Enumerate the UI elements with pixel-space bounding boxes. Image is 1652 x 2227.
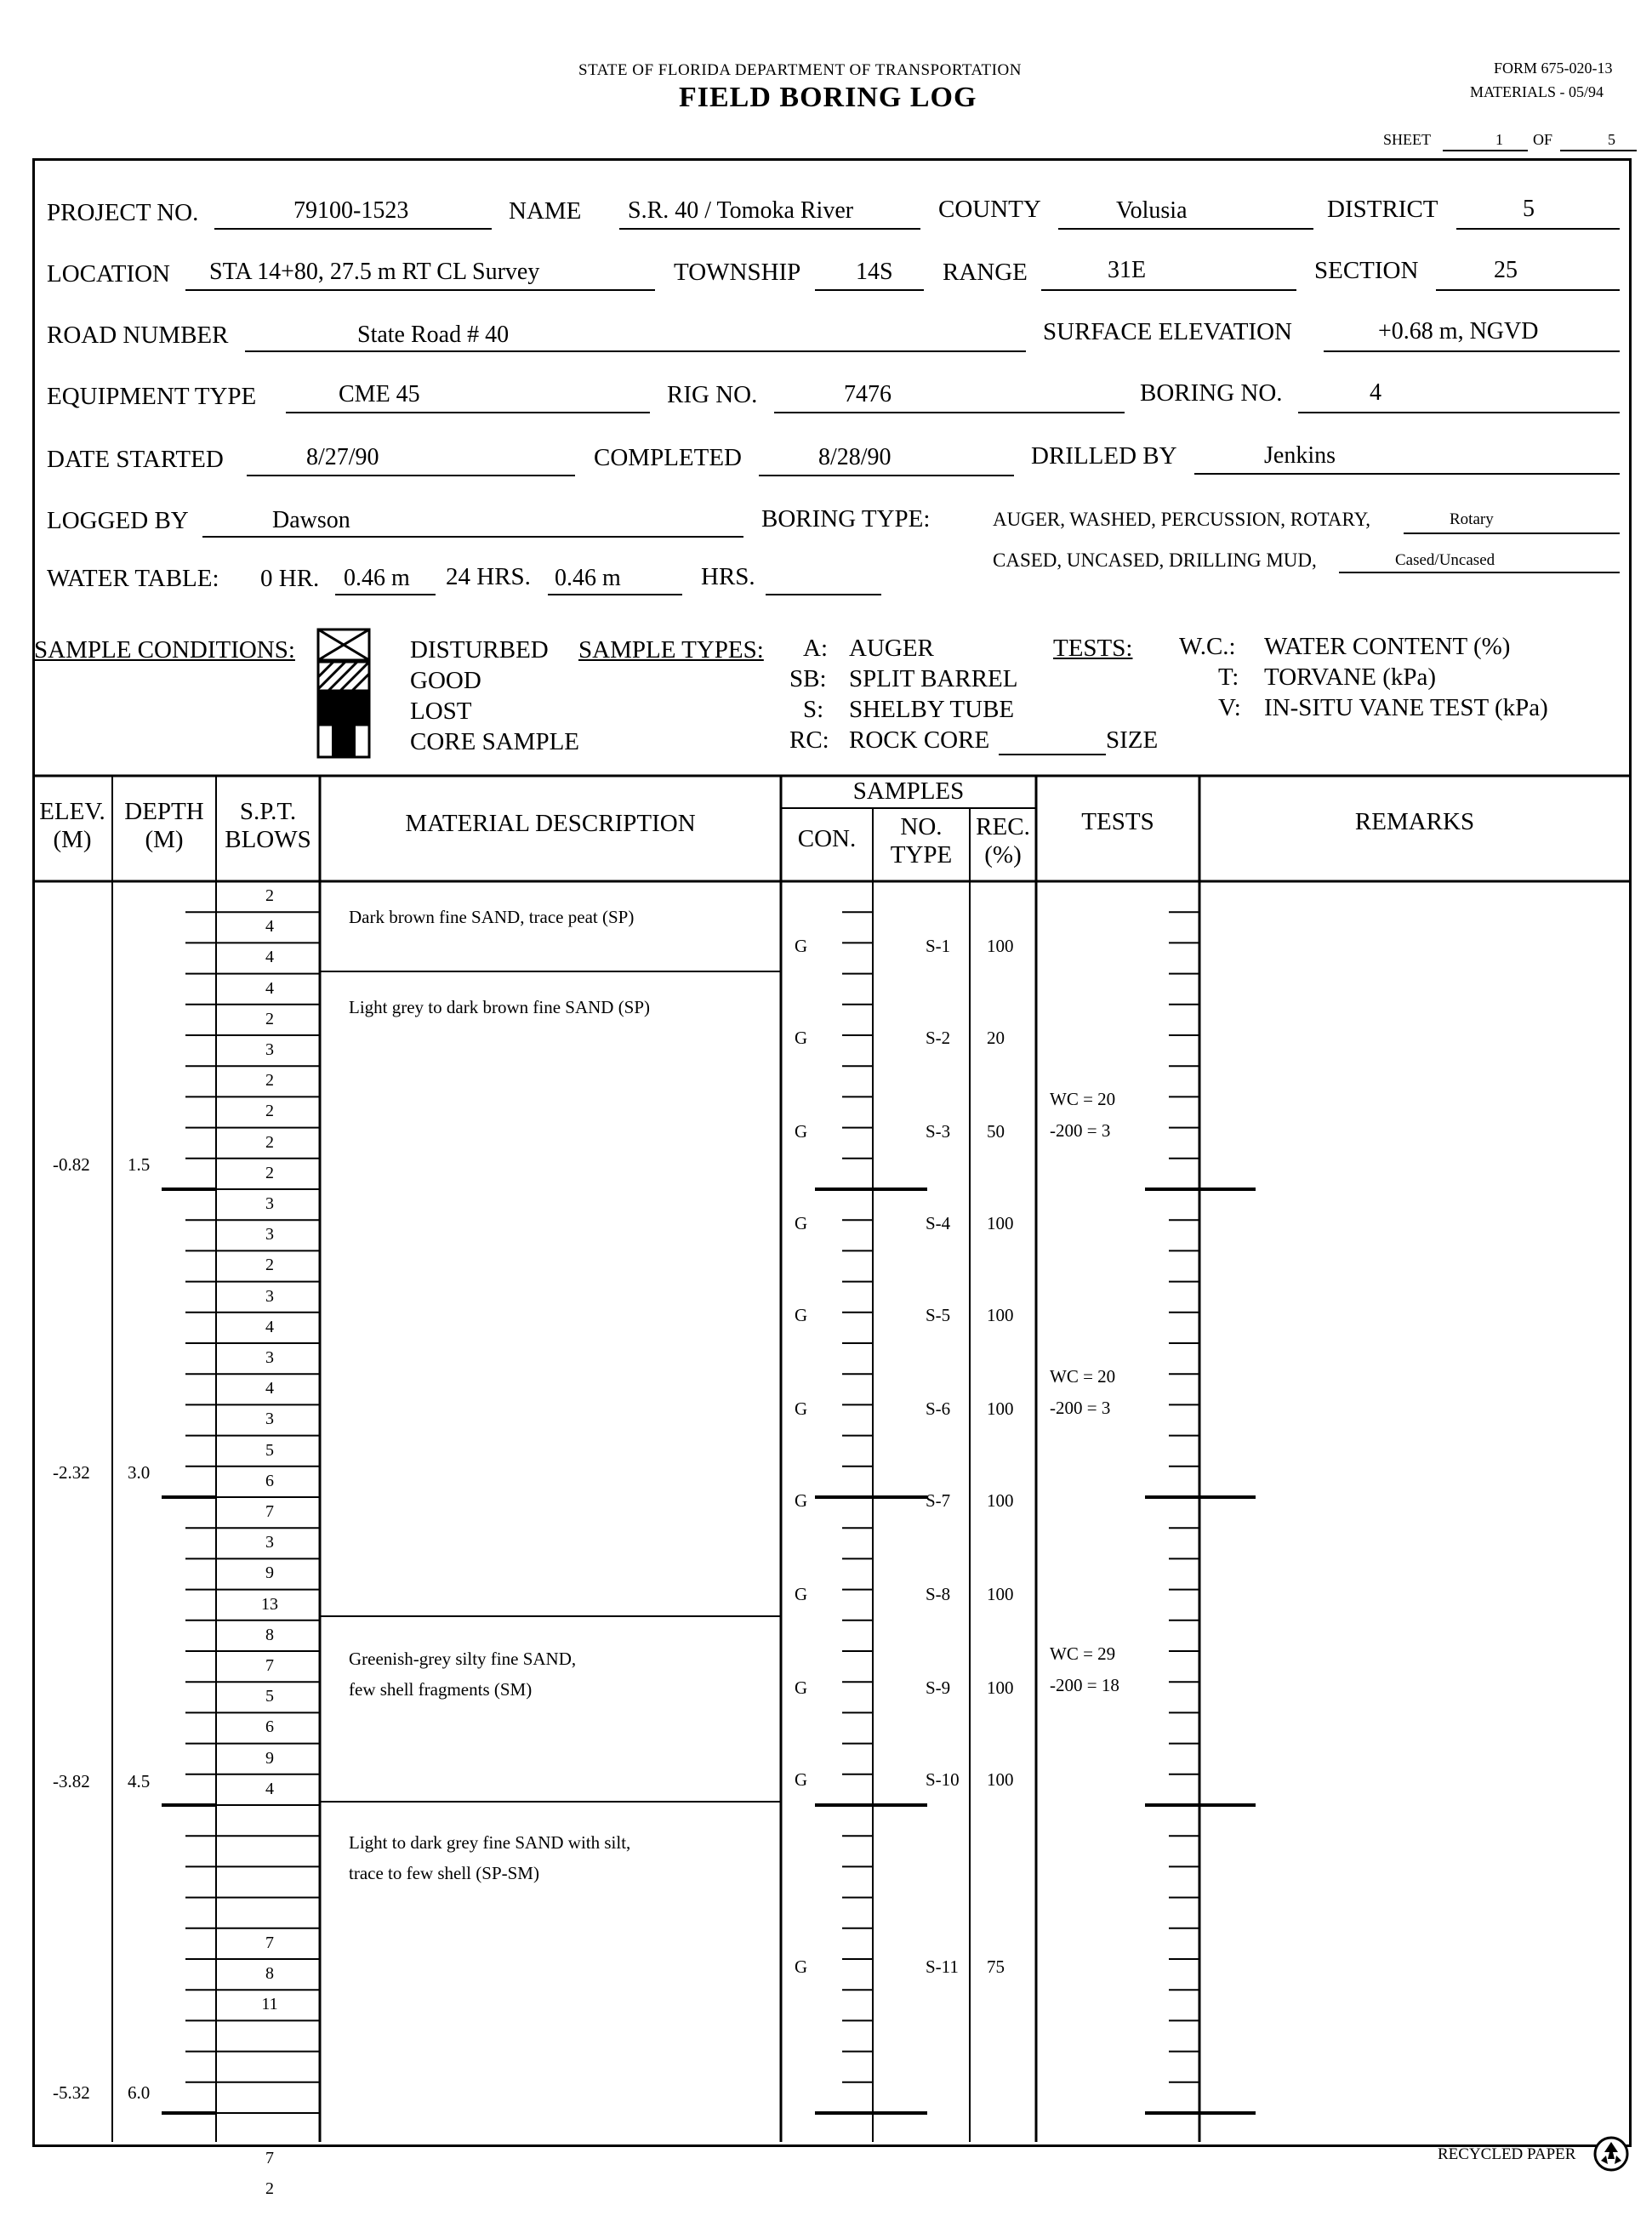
- equipment-label: EQUIPMENT TYPE: [47, 383, 257, 410]
- section-value: 25: [1494, 257, 1518, 283]
- elev-marker: -5.32: [53, 2082, 90, 2103]
- recycle-icon: [1592, 2135, 1630, 2173]
- sample-recovery: 50: [987, 1121, 1005, 1142]
- wt-0hr-value: 0.46 m: [344, 565, 410, 591]
- logged-by-label: LOGGED BY: [47, 507, 189, 534]
- sample-number: S-4: [926, 1213, 951, 1233]
- sample-number: S-6: [926, 1398, 951, 1419]
- sample-number: S-2: [926, 1028, 951, 1048]
- remarks-header: REMARKS: [1354, 808, 1475, 835]
- rec-header: REC. (%): [976, 813, 1030, 869]
- type-name-auger: AUGER: [849, 635, 934, 662]
- sample-number: S-10: [926, 1769, 960, 1790]
- county-label: COUNTY: [938, 196, 1041, 223]
- depth-marker: 3.0: [128, 1462, 151, 1483]
- spt-blow-count: 5: [265, 1440, 274, 1460]
- spt-blow-count: 7: [265, 1656, 274, 1675]
- spt-header: S.P.T. BLOWS: [225, 798, 311, 854]
- sheet-label: SHEET: [1383, 131, 1431, 148]
- spt-blow-count: 6: [265, 1471, 274, 1490]
- spt-blow-count: 4: [265, 978, 274, 998]
- surface-elev-value: +0.68 m, NGVD: [1378, 318, 1539, 345]
- township-value: 14S: [856, 259, 893, 285]
- depth-marker: 6.0: [128, 2082, 151, 2103]
- sample-condition: G: [795, 1305, 808, 1325]
- spt-blow-count: 3: [265, 1348, 274, 1367]
- sample-conditions-label: SAMPLE CONDITIONS:: [34, 636, 295, 664]
- samples-header: SAMPLES: [852, 777, 965, 805]
- test-code-t: T:: [1218, 664, 1239, 691]
- spt-blow-count: 2: [265, 886, 274, 905]
- spt-blow-count: 3: [265, 1040, 274, 1059]
- range-label: RANGE: [943, 259, 1028, 286]
- county-value: Volusia: [1116, 197, 1188, 224]
- sample-recovery: 100: [987, 936, 1014, 956]
- sample-ticks: [815, 912, 927, 2113]
- range-value: 31E: [1108, 257, 1147, 283]
- project-no-value: 79100-1523: [293, 197, 409, 224]
- boring-no-label: BORING NO.: [1140, 379, 1283, 407]
- date-started-value: 8/27/90: [306, 444, 379, 470]
- stratum-description: Light grey to dark brown fine SAND (SP): [349, 997, 651, 1017]
- condition-lost: LOST: [410, 698, 472, 725]
- condition-disturbed: DISTURBED: [410, 636, 549, 664]
- sample-recovery: 100: [987, 1305, 1014, 1325]
- sample-recovery: 100: [987, 1490, 1014, 1511]
- sample-recovery: 75: [987, 1956, 1005, 1977]
- sample-number: S-1: [926, 936, 951, 956]
- form-title: FIELD BORING LOG: [679, 82, 977, 113]
- sample-recovery: 100: [987, 1677, 1014, 1698]
- sample-number: S-11: [926, 1956, 959, 1977]
- type-code-s: S:: [803, 696, 824, 723]
- name-label: NAME: [509, 197, 582, 225]
- of-label: OF: [1533, 131, 1553, 148]
- spt-blow-count: 8: [265, 1964, 274, 1983]
- spt-blow-count: 4: [265, 917, 274, 937]
- agency-name: STATE OF FLORIDA DEPARTMENT OF TRANSPORTATION: [578, 61, 1022, 79]
- spt-blow-count: 9: [265, 1748, 274, 1768]
- sample-recovery: 20: [987, 1028, 1005, 1048]
- sample-condition: G: [795, 1584, 808, 1604]
- test-result: WC = 20 -200 = 3: [1050, 1366, 1116, 1418]
- spt-blow-count: 2: [265, 1102, 274, 1121]
- spt-blow-count: 6: [265, 1717, 274, 1737]
- date-started-label: DATE STARTED: [47, 446, 224, 473]
- spt-blow-count: 7: [265, 1933, 274, 1952]
- spt-blow-count: 4: [265, 1317, 274, 1336]
- stratum-description: Dark brown fine SAND, trace peat (SP): [349, 907, 635, 927]
- location-value: STA 14+80, 27.5 m RT CL Survey: [209, 259, 540, 285]
- road-number-value: State Road # 40: [357, 322, 510, 348]
- test-result: WC = 20 -200 = 3: [1050, 1089, 1116, 1141]
- type-name-rock-core: ROCK CORE: [849, 726, 990, 754]
- elev-marker: -0.82: [53, 1154, 90, 1175]
- wt-0hr-label: 0 HR.: [260, 565, 320, 592]
- wt-24hr-label: 24 HRS.: [446, 563, 531, 590]
- spt-blow-count: 3: [265, 1194, 274, 1213]
- sample-types-label: SAMPLE TYPES:: [578, 636, 764, 664]
- name-value: S.R. 40 / Tomoka River: [628, 197, 854, 224]
- con-header: CON.: [797, 825, 857, 852]
- drilled-by-label: DRILLED BY: [1031, 442, 1177, 470]
- condition-core-sample: CORE SAMPLE: [410, 728, 580, 755]
- spt-blow-count: 3: [265, 1410, 274, 1429]
- sample-number: S-7: [926, 1490, 951, 1511]
- elev-marker: -3.82: [53, 1771, 90, 1791]
- spt-blow-count: 4: [265, 1779, 274, 1798]
- sample-condition: G: [795, 1677, 808, 1698]
- spt-blow-count: 7: [265, 1502, 274, 1521]
- sample-number: S-9: [926, 1677, 951, 1698]
- tests-legend-label: TESTS:: [1053, 635, 1133, 662]
- sample-condition: G: [795, 1398, 808, 1419]
- spt-blow-count: 2: [265, 2179, 274, 2199]
- sample-number: S-5: [926, 1305, 951, 1325]
- no-type-header: NO. TYPE: [890, 813, 953, 869]
- sample-condition: G: [795, 1769, 808, 1790]
- spt-blow-count: 2: [265, 1132, 274, 1152]
- depth-ticks: [162, 912, 216, 2113]
- completed-label: COMPLETED: [594, 444, 742, 471]
- condition-good: GOOD: [410, 667, 481, 694]
- type-name-split-barrel: SPLIT BARREL: [849, 665, 1018, 692]
- boring-type-label: BORING TYPE:: [761, 505, 931, 533]
- type-code-rc: RC:: [789, 726, 829, 754]
- sample-condition: G: [795, 1213, 808, 1233]
- spt-blow-count: 2: [265, 1009, 274, 1028]
- test-code-wc: W.C.:: [1179, 633, 1236, 660]
- spt-blow-count: 5: [265, 1687, 274, 1706]
- depth-marker: 1.5: [128, 1154, 151, 1175]
- test-name-water-content: WATER CONTENT (%): [1264, 633, 1511, 660]
- sample-recovery: 100: [987, 1213, 1014, 1233]
- sample-condition: G: [795, 936, 808, 956]
- spt-blow-count: 7: [265, 2149, 274, 2168]
- boring-type-options-2: CASED, UNCASED, DRILLING MUD,: [993, 550, 1317, 571]
- surface-elev-label: SURFACE ELEVATION: [1043, 318, 1292, 345]
- boring-no-value: 4: [1370, 379, 1381, 406]
- township-label: TOWNSHIP: [674, 259, 801, 286]
- spt-blow-count: 4: [265, 1379, 274, 1398]
- road-number-label: ROAD NUMBER: [47, 322, 229, 349]
- stratum-description: Light to dark grey fine SAND with silt, trace to few shell (SP-SM): [349, 1832, 631, 1883]
- spt-rows: [216, 881, 320, 2113]
- spt-blow-count: 4: [265, 948, 274, 967]
- type-name-shelby-tube: SHELBY TUBE: [849, 696, 1015, 723]
- spt-blow-count: 9: [265, 1563, 274, 1583]
- rig-value: 7476: [844, 381, 892, 407]
- location-label: LOCATION: [47, 260, 170, 288]
- material-description-header: MATERIAL DESCRIPTION: [405, 810, 696, 837]
- test-name-vane: IN-SITU VANE TEST (kPa): [1264, 694, 1548, 721]
- boring-type-value-1: Rotary: [1450, 510, 1494, 528]
- test-code-v: V:: [1218, 694, 1241, 721]
- equipment-value: CME 45: [339, 381, 420, 407]
- sample-condition: G: [795, 1490, 808, 1511]
- water-table-label: WATER TABLE:: [47, 565, 219, 592]
- boring-type-value-2: Cased/Uncased: [1395, 551, 1495, 569]
- spt-blow-count: 3: [265, 1533, 274, 1552]
- drilled-by-value: Jenkins: [1264, 442, 1336, 469]
- size-label: SIZE: [1106, 726, 1159, 754]
- sheet-number: 1: [1495, 131, 1503, 148]
- district-value: 5: [1523, 196, 1535, 222]
- depth-marker: 4.5: [128, 1771, 151, 1791]
- materials-rev: MATERIALS - 05/94: [1470, 83, 1604, 100]
- sample-recovery: 100: [987, 1584, 1014, 1604]
- elev-header: ELEV. (M): [39, 798, 105, 854]
- logged-by-value: Dawson: [272, 507, 350, 533]
- boring-type-options-1: AUGER, WASHED, PERCUSSION, ROTARY,: [993, 509, 1370, 530]
- wt-hrs-label: HRS.: [701, 563, 755, 590]
- recycled-paper-label: RECYCLED PAPER: [1438, 2145, 1576, 2163]
- spt-blow-count: 8: [265, 1625, 274, 1644]
- sample-condition: G: [795, 1028, 808, 1048]
- elev-marker: -2.32: [53, 1462, 90, 1483]
- section-label: SECTION: [1314, 257, 1419, 284]
- completed-value: 8/28/90: [818, 444, 892, 470]
- district-label: DISTRICT: [1327, 196, 1438, 223]
- tests-header: TESTS: [1081, 808, 1154, 835]
- spt-blow-count: 13: [261, 1594, 278, 1614]
- test-name-torvane: TORVANE (kPa): [1264, 664, 1437, 691]
- sample-number: S-8: [926, 1584, 951, 1604]
- sample-recovery: 100: [987, 1769, 1014, 1790]
- stratum-description: Greenish-grey silty fine SAND, few shell fragments (SM): [349, 1649, 577, 1700]
- sheet-total: 5: [1608, 131, 1615, 148]
- spt-blow-count: 11: [261, 1995, 278, 2014]
- wt-24hr-value: 0.46 m: [555, 565, 621, 591]
- type-code-sb: SB:: [789, 665, 827, 692]
- sample-number: S-3: [926, 1121, 951, 1142]
- spt-blow-count: 2: [265, 1163, 274, 1182]
- sample-recovery: 100: [987, 1398, 1014, 1419]
- form-number: FORM 675-020-13: [1494, 60, 1613, 77]
- spt-blow-count: 2: [265, 1256, 274, 1275]
- depth-header: DEPTH (M): [124, 798, 204, 854]
- sample-condition: G: [795, 1956, 808, 1977]
- project-no-label: PROJECT NO.: [47, 199, 199, 226]
- sample-condition: G: [795, 1121, 808, 1142]
- spt-blow-count: 2: [265, 1071, 274, 1091]
- test-result: WC = 29 -200 = 18: [1050, 1643, 1119, 1695]
- type-code-a: A:: [803, 635, 828, 662]
- spt-blow-count: 3: [265, 1225, 274, 1244]
- rig-label: RIG NO.: [667, 381, 758, 408]
- spt-blow-count: 3: [265, 1286, 274, 1306]
